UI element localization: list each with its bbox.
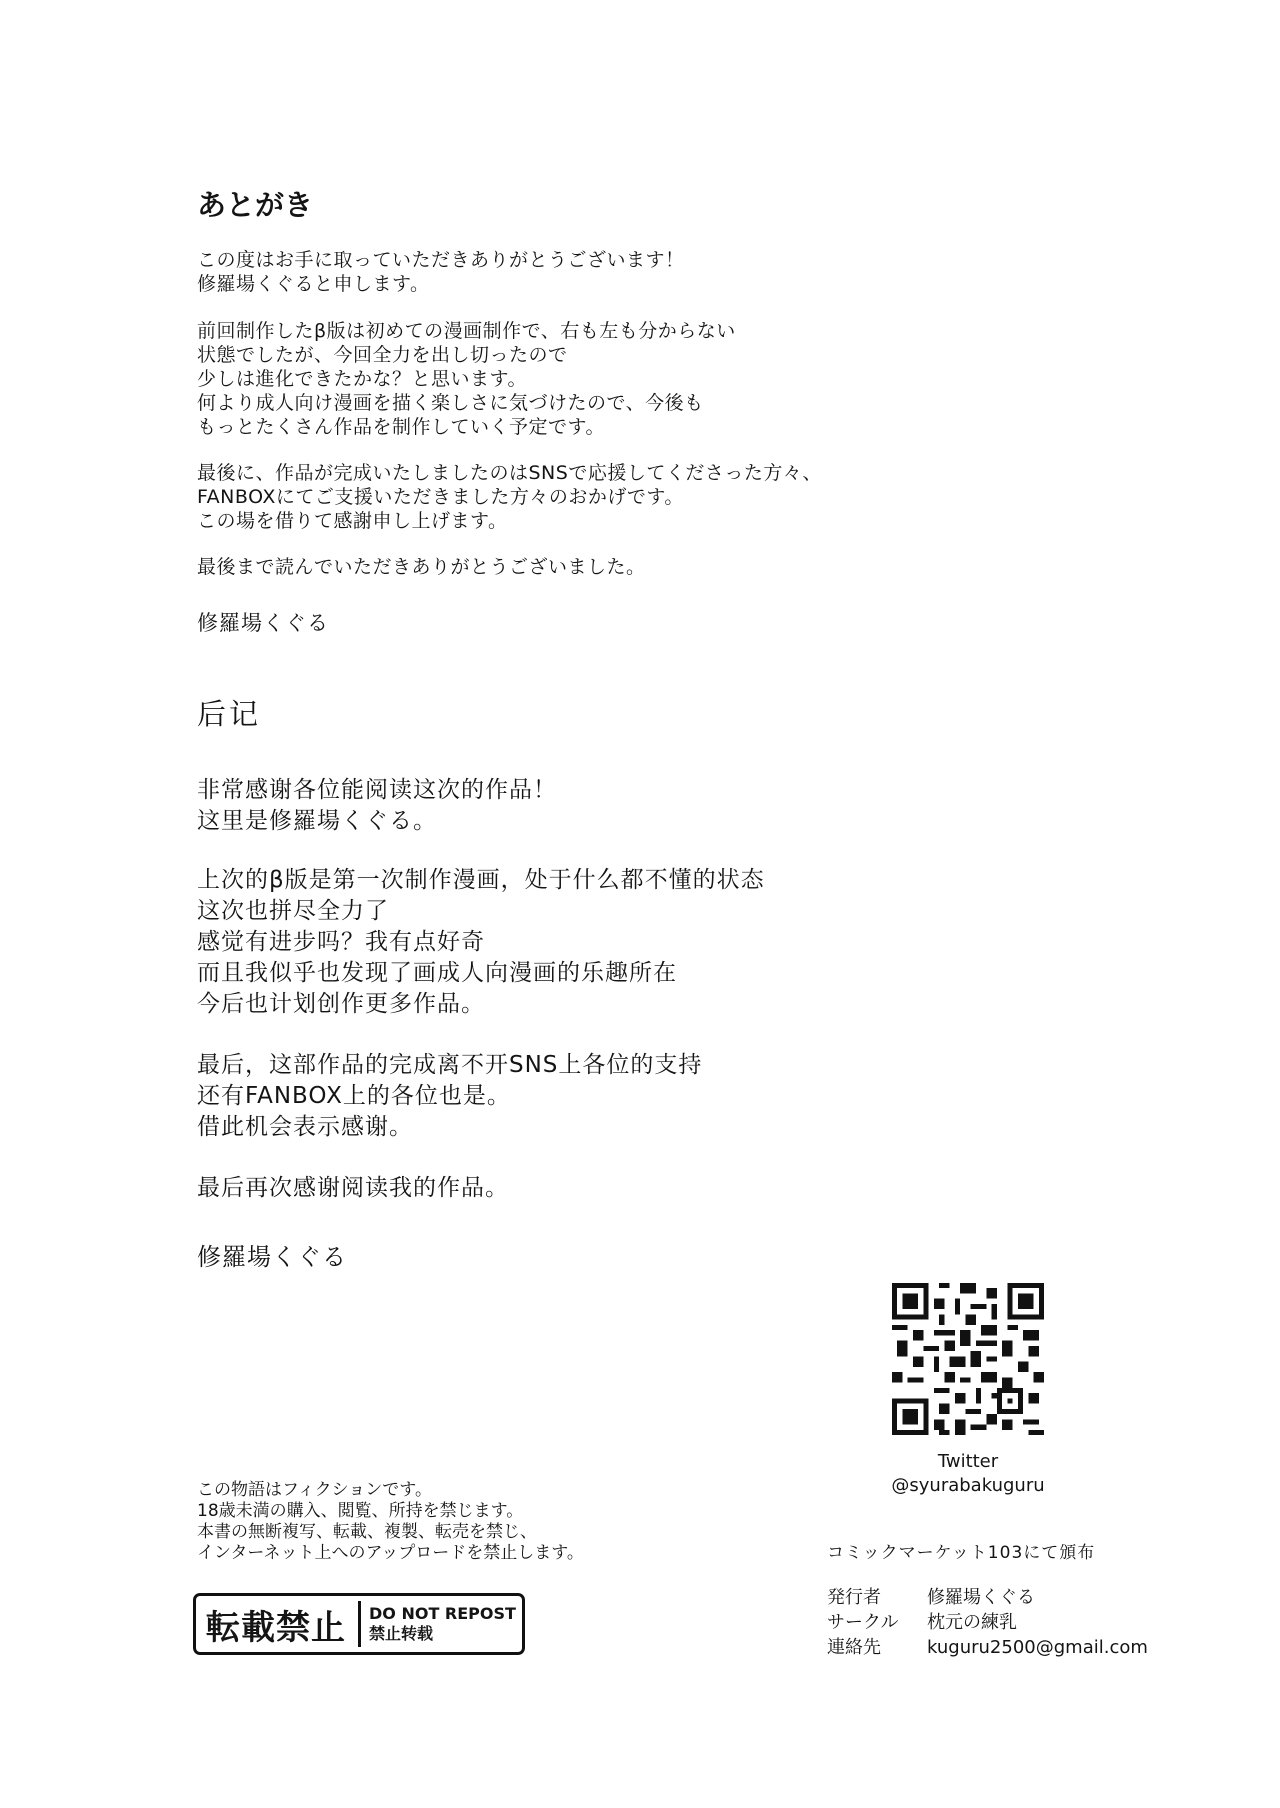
text-line: FANBOXにてご支援いただきました方々のおかげです。 xyxy=(197,486,684,508)
notice-line: 18歳未満の購入、閲覧、所持を禁じます。 xyxy=(197,1501,524,1521)
text-line: この度はお手に取っていただきありがとうございます！ xyxy=(197,249,685,271)
ja-paragraph-2 xyxy=(197,319,736,439)
text-line: この場を借りて感謝申し上げます。 xyxy=(197,510,508,532)
text-line: 非常感谢各位能阅读这次的作品！ xyxy=(197,777,557,803)
zh-paragraph-4 xyxy=(197,1173,509,1204)
ja-paragraph-1 xyxy=(197,248,685,296)
chinese-afterword-title: 后记 xyxy=(197,697,262,731)
twitter-handle: @syurabakuguru xyxy=(891,1475,1045,1496)
event-distribution: コミックマーケット103にて頒布 xyxy=(827,1543,1096,1563)
zh-paragraph-1 xyxy=(197,775,557,837)
text-line: 借此机会表示感谢。 xyxy=(197,1114,413,1140)
ja-paragraph-3 xyxy=(197,461,822,533)
zh-paragraph-2 xyxy=(197,865,765,1020)
text-line: 还有FANBOX上的各位也是。 xyxy=(197,1083,511,1109)
colophon-key: 発行者 xyxy=(827,1587,881,1608)
legal-notice xyxy=(197,1480,584,1564)
text-line: 这里是修羅場くぐる。 xyxy=(197,808,437,834)
contact-email: kuguru2500@gmail.com xyxy=(927,1637,1148,1658)
text-line: 前回制作したβ版は初めての漫画制作で、右も左も分からない xyxy=(197,320,736,342)
ja-paragraph-4 xyxy=(197,555,646,579)
text-line: 最后，这部作品的完成离不开SNS上各位的支持 xyxy=(197,1052,703,1078)
zh-paragraph-3 xyxy=(197,1050,702,1143)
no-repost-chinese: 禁止转载 xyxy=(369,1624,434,1643)
text-line: 修羅場くぐると申します。 xyxy=(197,273,430,295)
text-line: 而且我似乎也发现了画成人向漫画的乐趣所在 xyxy=(197,960,677,986)
text-line: 少しは進化できたかな？と思います。 xyxy=(197,368,527,390)
colophon-key: サークル xyxy=(827,1612,899,1633)
colophon-row-circle xyxy=(827,1610,1148,1635)
ja-signature: 修羅場くぐる xyxy=(197,611,329,635)
no-repost-badge xyxy=(193,1593,525,1655)
notice-line: この物語はフィクションです。 xyxy=(197,1480,432,1500)
text-line: 今后也计划创作更多作品。 xyxy=(197,991,485,1017)
colophon-value: 枕元の練乳 xyxy=(927,1612,1017,1633)
colophon-row-publisher xyxy=(827,1585,1148,1610)
colophon-row-contact xyxy=(827,1635,1148,1660)
text-line: 这次也拼尽全力了 xyxy=(197,898,389,924)
text-line: 最后再次感谢阅读我的作品。 xyxy=(197,1175,509,1201)
qr-code-icon xyxy=(892,1283,1044,1435)
zh-signature: 修羅場くぐる xyxy=(197,1243,347,1271)
text-line: 最後まで読んでいただきありがとうございました。 xyxy=(197,556,646,578)
text-line: 最後に、作品が完成いたしましたのはSNSで応援してくださった方々、 xyxy=(197,462,822,484)
notice-line: インターネット上へのアップロードを禁止します。 xyxy=(197,1543,584,1563)
colophon-key: 連絡先 xyxy=(827,1637,881,1658)
text-line: 感觉有进步吗？我有点好奇 xyxy=(197,929,485,955)
notice-line: 本書の無断複写、転載、複製、転売を禁じ、 xyxy=(197,1522,537,1542)
no-repost-secondary xyxy=(361,1604,516,1644)
no-repost-english: DO NOT REPOST xyxy=(369,1604,516,1623)
japanese-afterword-title: あとがき xyxy=(197,188,314,222)
colophon xyxy=(827,1585,1148,1660)
text-line: 上次的β版是第一次制作漫画，处于什么都不懂的状态 xyxy=(197,867,765,893)
twitter-label: Twitter xyxy=(937,1451,999,1472)
no-repost-japanese: 転載禁止 xyxy=(206,1607,346,1648)
text-line: 状態でしたが、今回全力を出し切ったので xyxy=(197,344,568,366)
colophon-value: 修羅場くぐる xyxy=(927,1587,1035,1608)
text-line: もっとたくさん作品を制作していく予定です。 xyxy=(197,416,605,438)
text-line: 何より成人向け漫画を描く楽しさに気づけたので、今後も xyxy=(197,392,704,414)
